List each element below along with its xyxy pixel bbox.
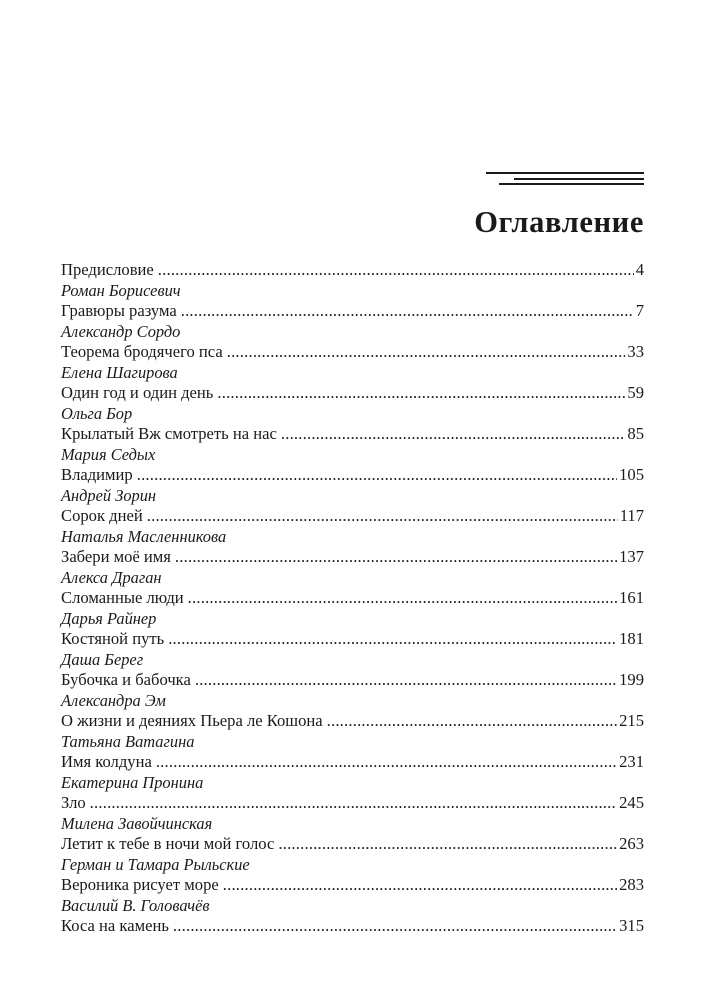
toc-entry[interactable]	[61, 793, 644, 814]
toc-entry[interactable]	[61, 834, 644, 855]
table-of-contents	[61, 260, 644, 937]
toc-item	[61, 486, 644, 527]
toc-entry-title: Один год и один день	[61, 383, 214, 402]
toc-author: Андрей Зорин	[61, 485, 157, 505]
dot-leader	[156, 752, 617, 773]
toc-page-number: 117	[619, 506, 644, 525]
toc-item	[61, 773, 644, 814]
rule-line	[514, 178, 644, 180]
toc-author: Даша Берег	[61, 649, 144, 669]
toc-author: Екатерина Пронина	[61, 772, 204, 792]
toc-entry-title: Вероника рисует море	[61, 875, 219, 894]
toc-entry[interactable]	[61, 383, 644, 404]
toc-item	[61, 650, 644, 691]
toc-entry-title: Гравюры разума	[61, 301, 177, 320]
toc-item	[61, 568, 644, 609]
toc-page-number: 315	[619, 916, 644, 935]
toc-page-number: 7	[635, 301, 644, 320]
toc-author: Милена Завойчинская	[61, 813, 213, 833]
toc-entry-title: Бубочка и бабочка	[61, 670, 191, 689]
rule-line	[499, 183, 644, 185]
toc-item	[61, 260, 644, 281]
dot-leader	[188, 588, 617, 609]
toc-page-number: 199	[619, 670, 644, 689]
dot-leader	[158, 260, 634, 281]
toc-entry[interactable]	[61, 752, 644, 773]
toc-item	[61, 855, 644, 896]
toc-entry-title: Коса на камень	[61, 916, 169, 935]
toc-page-number: 137	[619, 547, 644, 566]
toc-author: Елена Шагирова	[61, 362, 178, 382]
toc-entry-title: Владимир	[61, 465, 133, 484]
toc-entry-title: Сломанные люди	[61, 588, 184, 607]
toc-author: Роман Борисевич	[61, 280, 181, 300]
toc-entry[interactable]	[61, 588, 644, 609]
toc-author: Дарья Райнер	[61, 608, 157, 628]
toc-item	[61, 609, 644, 650]
toc-page-number: 283	[619, 875, 644, 894]
toc-page-number: 181	[619, 629, 644, 648]
toc-entry[interactable]	[61, 342, 644, 363]
toc-entry-title: Сорок дней	[61, 506, 143, 525]
toc-page-number: 4	[635, 260, 644, 279]
toc-page-number: 59	[627, 383, 644, 402]
toc-item	[61, 445, 644, 486]
toc-page-number: 105	[619, 465, 644, 484]
toc-item	[61, 527, 644, 568]
toc-item	[61, 814, 644, 855]
toc-author: Наталья Масленникова	[61, 526, 227, 546]
toc-item	[61, 404, 644, 445]
toc-author: Герман и Тамара Рыльские	[61, 854, 250, 874]
dot-leader	[90, 793, 617, 814]
toc-item	[61, 896, 644, 937]
dot-leader	[147, 506, 618, 527]
dot-leader	[137, 465, 617, 486]
toc-author: Татьяна Ватагина	[61, 731, 195, 751]
toc-entry[interactable]	[61, 711, 644, 732]
toc-page-number: 215	[619, 711, 644, 730]
toc-entry-title: Предисловие	[61, 260, 154, 279]
toc-item	[61, 363, 644, 404]
dot-leader	[281, 424, 626, 445]
dot-leader	[181, 301, 634, 322]
toc-entry[interactable]	[61, 670, 644, 691]
toc-entry[interactable]	[61, 547, 644, 568]
toc-author: Александр Сордо	[61, 321, 181, 341]
toc-page-number: 33	[627, 342, 644, 361]
toc-entry[interactable]	[61, 506, 644, 527]
dot-leader	[175, 547, 617, 568]
toc-item	[61, 732, 644, 773]
toc-entry-title: Летит к тебе в ночи мой голос	[61, 834, 275, 853]
toc-entry-title: О жизни и деяниях Пьера ле Кошона	[61, 711, 323, 730]
toc-author: Александра Эм	[61, 690, 166, 710]
toc-entry-title: Зло	[61, 793, 86, 812]
toc-page-number: 161	[619, 588, 644, 607]
toc-author: Алекса Драган	[61, 567, 162, 587]
dot-leader	[168, 629, 617, 650]
page-title: Оглавление	[474, 205, 644, 239]
toc-item	[61, 691, 644, 732]
toc-entry[interactable]	[61, 301, 644, 322]
dot-leader	[223, 875, 617, 896]
toc-page-number: 85	[627, 424, 644, 443]
toc-author: Мария Седых	[61, 444, 156, 464]
toc-author: Ольга Бор	[61, 403, 133, 423]
dot-leader	[217, 383, 625, 404]
toc-entry-title: Теорема бродячего пса	[61, 342, 223, 361]
toc-page-number: 231	[619, 752, 644, 771]
dot-leader	[227, 342, 626, 363]
toc-entry-title: Имя колдуна	[61, 752, 152, 771]
toc-entry-title: Крылатый Вж смотреть на нас	[61, 424, 277, 443]
toc-entry-title: Забери моё имя	[61, 547, 171, 566]
dot-leader	[327, 711, 617, 732]
toc-entry-title: Костяной путь	[61, 629, 165, 648]
toc-entry[interactable]	[61, 424, 644, 445]
toc-entry[interactable]	[61, 916, 644, 937]
toc-entry[interactable]	[61, 465, 644, 486]
toc-page-number: 263	[619, 834, 644, 853]
dot-leader	[173, 916, 617, 937]
rule-line	[486, 172, 644, 174]
toc-item	[61, 281, 644, 322]
toc-entry[interactable]	[61, 629, 644, 650]
toc-entry[interactable]	[61, 260, 644, 281]
dot-leader	[278, 834, 617, 855]
decorative-rule	[486, 172, 644, 186]
toc-author: Василий В. Головачёв	[61, 895, 210, 915]
toc-entry[interactable]	[61, 875, 644, 896]
toc-item	[61, 322, 644, 363]
toc-page-number: 245	[619, 793, 644, 812]
dot-leader	[195, 670, 617, 691]
